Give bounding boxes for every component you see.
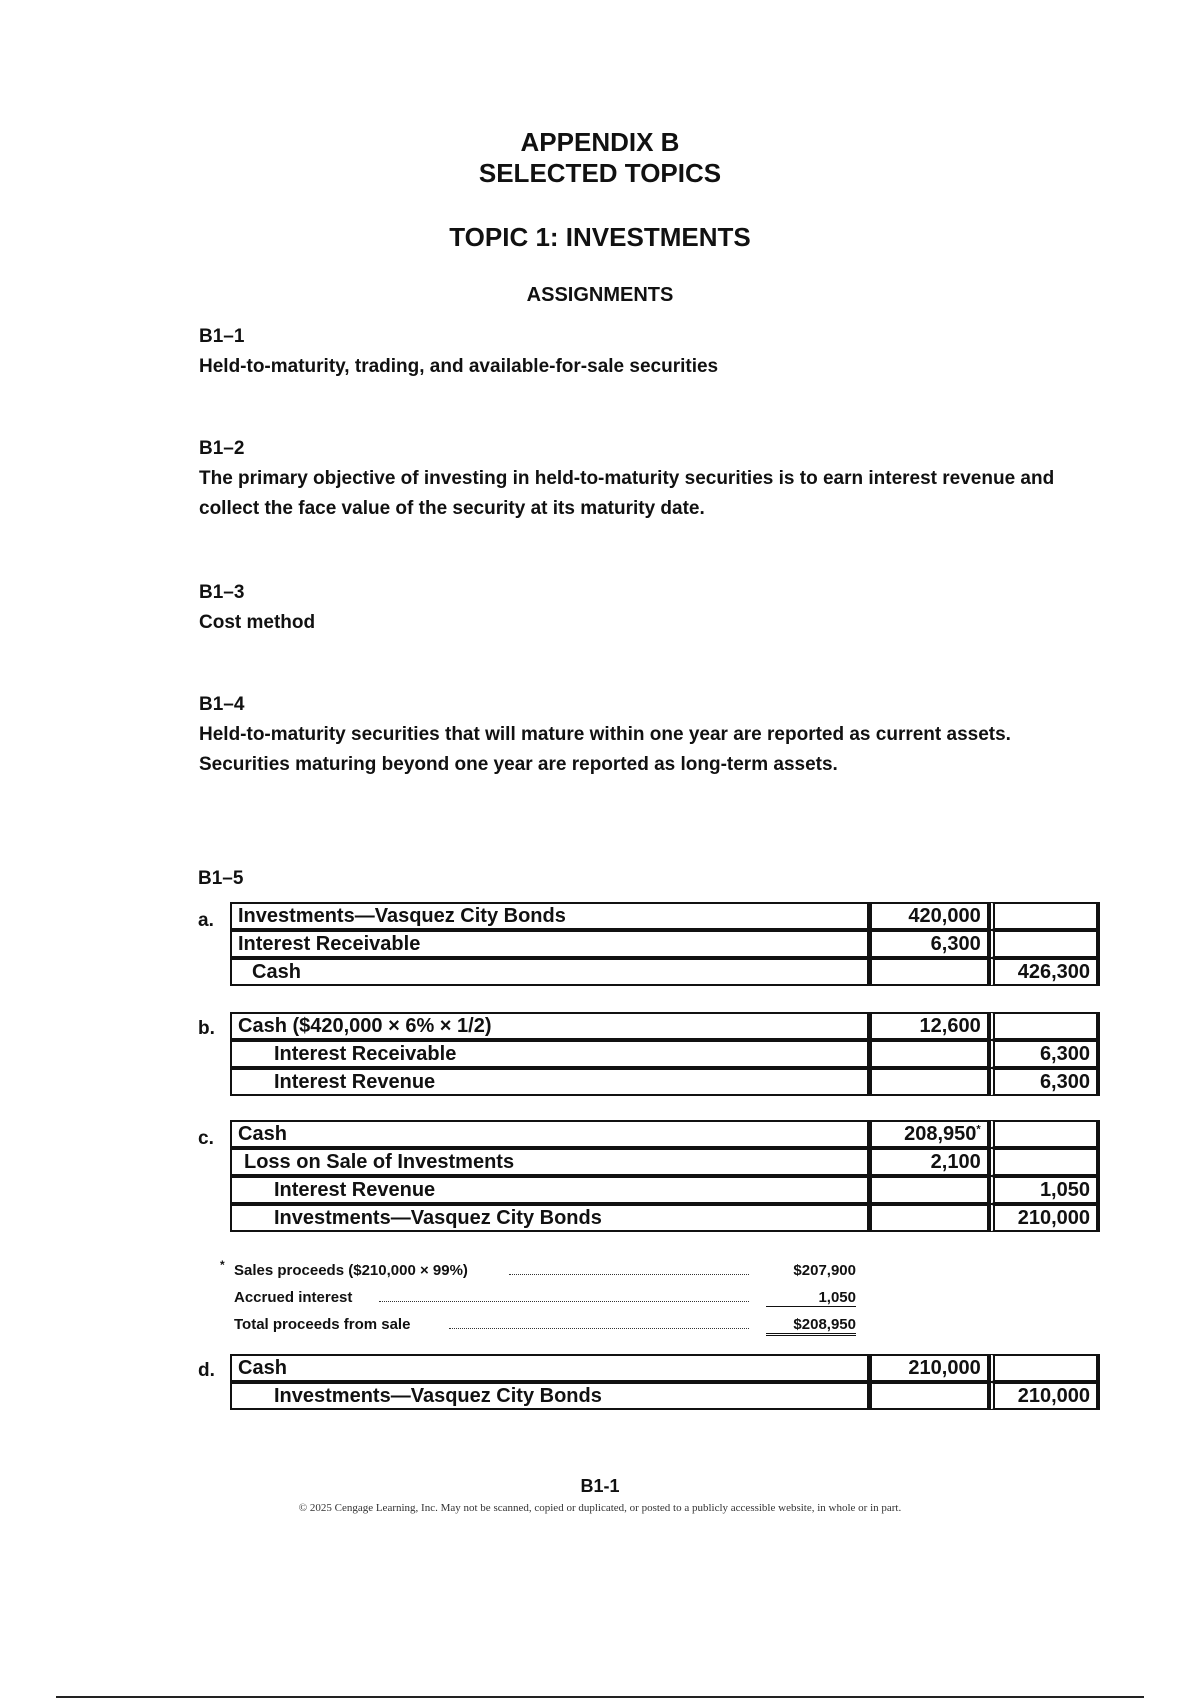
question-answer: Cost method [199,612,316,633]
dot-leader [379,1301,749,1302]
journal-row [230,958,1100,986]
page-number: B1-1 [580,1476,620,1496]
credit-amount: 6,300 [989,1040,1100,1068]
copyright-notice: © 2025 Cengage Learning, Inc. May not be scanned, copied or duplicated, or posted to a publicly accessible website, in whole or in part. [298,1502,902,1514]
journal-row [230,1176,1100,1204]
question-label-b1-5: B1–5 [198,868,244,889]
account-name: Cash [230,958,869,986]
credit-amount [989,1120,1100,1148]
account-name: Investments—Vasquez City Bonds [230,902,869,930]
journal-row [230,930,1100,958]
journal-entry-b [230,1012,1100,1096]
question-label: B1–4 [199,694,245,715]
account-name: Interest Receivable [230,930,869,958]
account-name: Interest Revenue [230,1176,869,1204]
footnote-asterisk: * [220,1258,225,1272]
section-title: ASSIGNMENTS [526,284,674,306]
journal-row [230,1382,1100,1410]
entry-letter: a. [198,910,214,931]
credit-amount [989,902,1100,930]
journal-row [230,1120,1100,1148]
entry-letter: d. [198,1360,215,1381]
entry-letter: b. [198,1018,215,1039]
footnote-line [234,1289,754,1315]
footnote-text: Sales proceeds ($210,000 × 99%) [234,1262,468,1279]
debit-amount: 208,950 [904,1122,977,1145]
footnote-text: Accrued interest [234,1289,353,1306]
question-answer: Held-to-maturity securities that will mature within one year are reported as current assets. Securities maturing beyond one year are reported as long-term assets. [199,724,1011,775]
question-label: B1–2 [199,438,245,459]
question-b1-2 [199,434,1099,524]
question-label: B1–1 [199,326,245,347]
debit-amount [869,1176,988,1204]
credit-amount [989,1148,1100,1176]
entry-letter: c. [198,1128,214,1149]
journal-row [230,902,1100,930]
topic-title: TOPIC 1: INVESTMENTS [449,222,751,252]
footnote-amount: $208,950 [766,1316,856,1336]
account-name: Interest Revenue [230,1068,869,1096]
question-label: B1–3 [199,582,245,603]
appendix-subtitle: SELECTED TOPICS [478,158,722,188]
credit-amount: 210,000 [989,1204,1100,1232]
debit-amount: 6,300 [869,930,988,958]
debit-amount: 420,000 [869,902,988,930]
account-name: Interest Receivable [230,1040,869,1068]
footnote-line [234,1262,754,1288]
journal-row [230,1012,1100,1040]
debit-amount: 2,100 [869,1148,988,1176]
account-name: Investments—Vasquez City Bonds [230,1204,869,1232]
journal-row [230,1040,1100,1068]
journal-entry-c [230,1120,1100,1232]
debit-amount [869,1068,988,1096]
footnote-amount: 1,050 [766,1289,856,1307]
journal-row [230,1148,1100,1176]
footnote-marker: * [976,1122,981,1135]
debit-amount [869,1040,988,1068]
debit-amount: 12,600 [869,1012,988,1040]
bottom-divider [56,1696,1144,1698]
credit-amount: 6,300 [989,1068,1100,1096]
journal-entry-d [230,1354,1100,1410]
dot-leader [449,1328,749,1329]
question-answer: Held-to-maturity, trading, and available-for-sale securities [199,356,719,377]
debit-amount: 210,000 [869,1354,988,1382]
account-name: Loss on Sale of Investments [230,1148,869,1176]
footnote-amount: $207,900 [793,1262,856,1279]
debit-amount [869,1382,988,1410]
journal-row [230,1068,1100,1096]
question-answer: The primary objective of investing in held-to-maturity securities is to earn interest revenue and collect the face value of the security at its maturity date. [199,468,1055,519]
question-b1-3 [199,578,1099,638]
credit-amount: 210,000 [989,1382,1100,1410]
credit-amount [989,1012,1100,1040]
account-name: Cash ($420,000 × 6% × 1/2) [230,1012,869,1040]
question-b1-1 [199,322,1099,382]
journal-entry-a [230,902,1100,986]
account-name: Cash [230,1354,869,1382]
question-b1-4 [199,690,1099,780]
debit-amount-cell [869,1120,988,1148]
credit-amount [989,1354,1100,1382]
journal-row [230,1354,1100,1382]
account-name: Investments—Vasquez City Bonds [230,1382,869,1410]
footnote-line [234,1316,754,1342]
footnote-text: Total proceeds from sale [234,1316,411,1333]
debit-amount [869,958,988,986]
appendix-title: APPENDIX B [520,127,680,157]
account-name: Cash [230,1120,869,1148]
dot-leader [509,1274,749,1275]
journal-row [230,1204,1100,1232]
debit-amount [869,1204,988,1232]
credit-amount [989,930,1100,958]
credit-amount: 426,300 [989,958,1100,986]
credit-amount: 1,050 [989,1176,1100,1204]
